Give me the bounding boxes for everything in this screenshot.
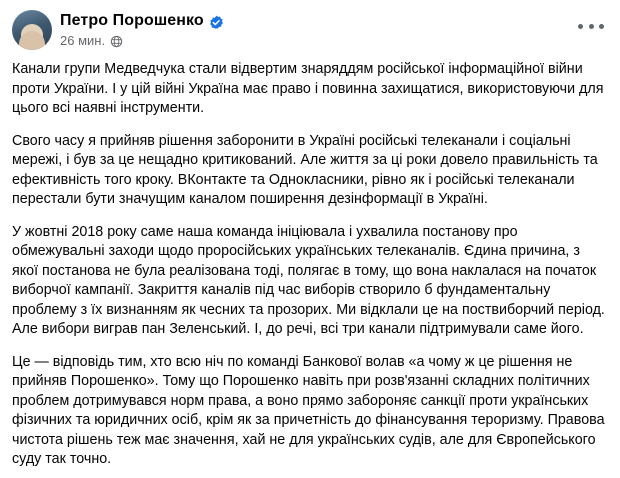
verified-badge-icon (209, 15, 224, 30)
post-timestamp[interactable]: 26 мин. (60, 33, 106, 48)
post-more-options-button[interactable] (576, 18, 606, 34)
globe-icon[interactable] (110, 35, 123, 48)
post-paragraph: Свого часу я прийняв рішення заборонити в Україні російські телеканали і соціальні мережі, і був за це нещадно критикований. Але життя за ці роки довело правильність та ефективність того кроку. ВКонтакте та Однокласники, рівно як і російські телеканали перестали бути значущим каналом поширення дезінформації в Україні. (12, 132, 598, 207)
post-header (0, 0, 620, 60)
more-dot-icon (578, 24, 583, 29)
post-paragraph: У жовтні 2018 року саме наша команда ініціювала і ухвалила постанову про обмежувальні заходи щодо проросійських українських телеканалів. Єдина причина, з якої постанова не була реалізована тоді, полягає в тому, що вона наклалася на початок виборчої кампанії. Закриття каналів під час виборів створило б фундаментальну проблему з їх визнанням як чесних та прозорих. Ми відклали це на поствиборчий період. Але вибори виграв пан Зеленський. І, до речі, всі три канали підтримували саме його. (12, 223, 605, 337)
more-dot-icon (589, 24, 594, 29)
post-meta (60, 33, 224, 49)
post-body (0, 60, 620, 478)
author-row (60, 11, 224, 31)
author-name[interactable]: Петро Порошенко (60, 12, 204, 29)
post-paragraph: Це — відповідь тим, хто всю ніч по команді Банкової волав «а чому ж це рішення не прийняв Порошенко». Тому що Порошенко навіть при розв'язанні складних політичних проблем дотримувався норм права, а воно прямо забороняє санкції проти українських фізичних та юридичних осіб, крім як за причетність до фінансування тероризму. Правова чистота рішень теж має значення, хай не для українських судів, але для Європейського суду так точно. (12, 353, 605, 467)
post-paragraph: Канали групи Медведчука стали відвертим знаряддям російської інформаційної війни проти України. І у цій війні Україна має право і повинна захищатися, використовуючи для цього всі наявні інструменти. (12, 61, 604, 116)
post-author-block (60, 10, 224, 49)
more-dot-icon (599, 24, 604, 29)
avatar[interactable] (12, 10, 52, 50)
